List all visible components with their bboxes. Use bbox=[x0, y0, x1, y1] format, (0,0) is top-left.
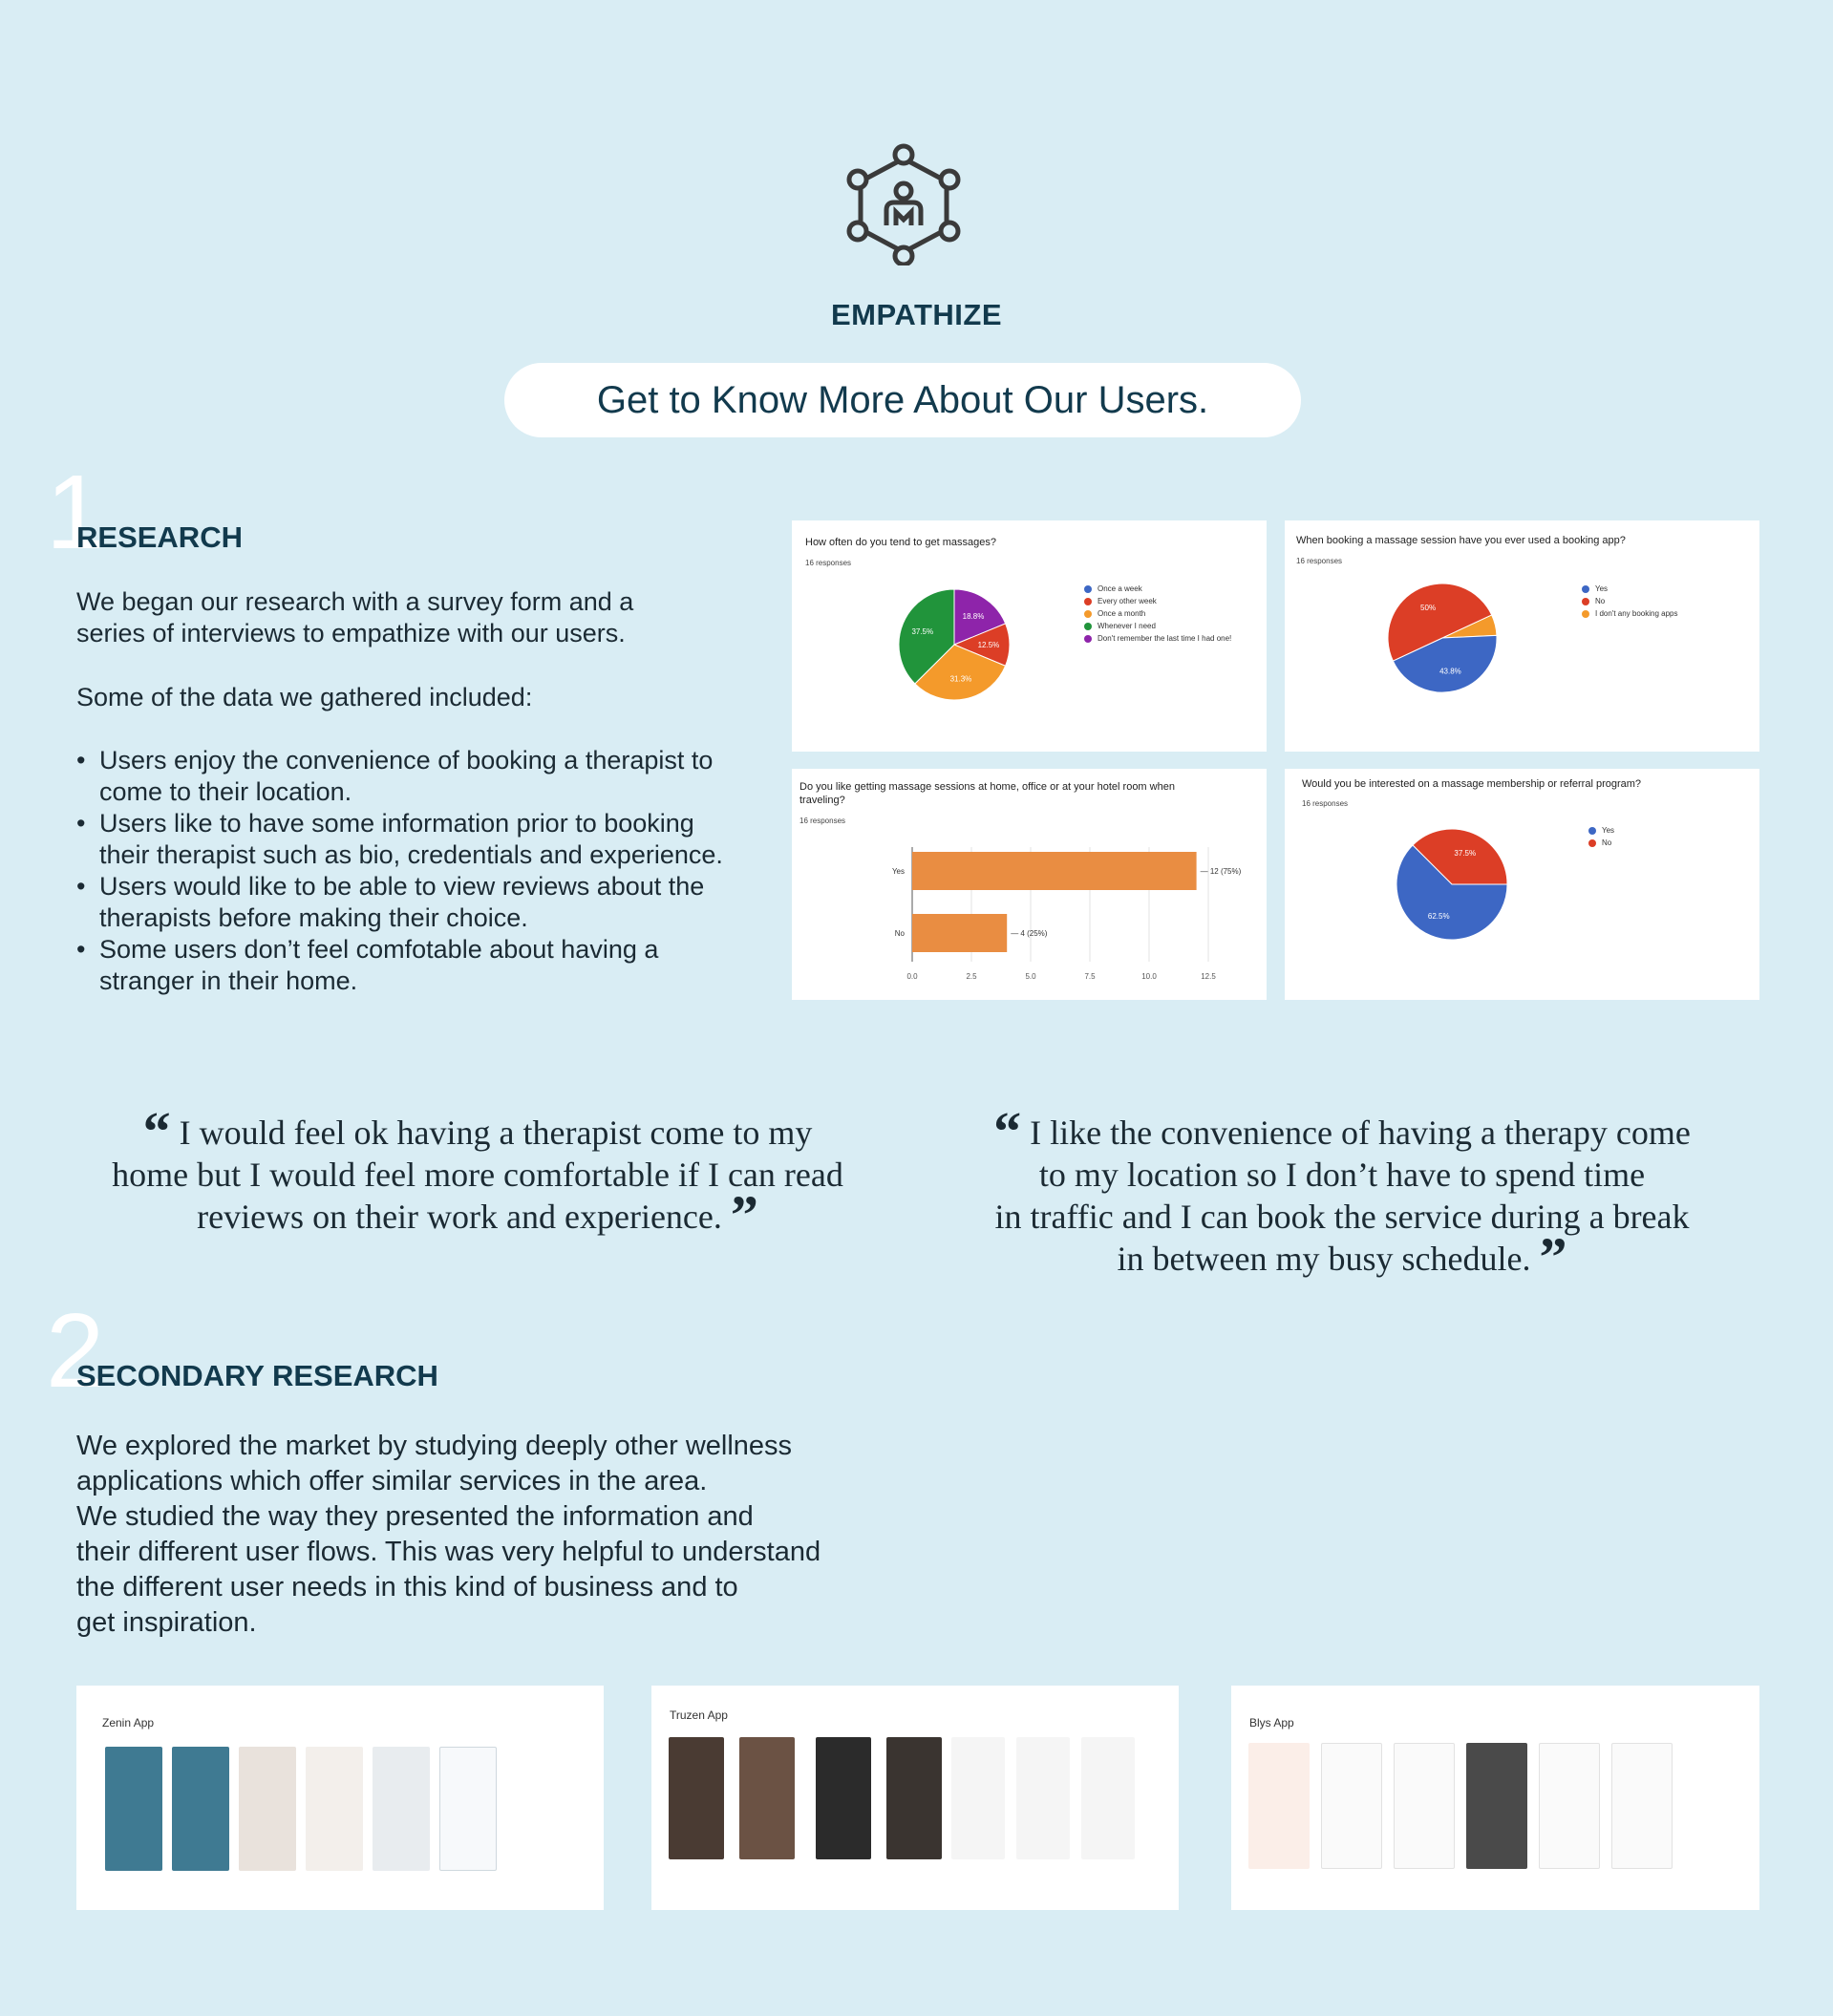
survey-card-booking-app bbox=[1285, 520, 1759, 752]
response-count: 16 responses bbox=[1296, 557, 1343, 565]
secondary-research-text: We explored the market by studying deeply other wellness applications which offer similar services in the area. We studied the way they presented the information and their different user flows. This was very helpful to understand the different user needs in this kind of business and to get inspiration. bbox=[76, 1431, 821, 1638]
phone-screen bbox=[669, 1737, 724, 1859]
survey-card-frequency bbox=[792, 520, 1267, 752]
phone-screen bbox=[239, 1747, 296, 1871]
tick-label: 7.5 bbox=[1084, 972, 1096, 981]
app-card-truzen bbox=[651, 1686, 1179, 1910]
app-screens-truzen bbox=[669, 1737, 1146, 1861]
pie-chart-frequency bbox=[887, 578, 1021, 711]
quote-right: “ I like the convenience of having a therapy come to my location so I don’t have to spend time in traffic and I can book the service during a break in between my busy schedule. ” bbox=[993, 1100, 1691, 1288]
survey-question: When booking a massage session have you ever used a booking app? bbox=[1296, 535, 1626, 546]
section-number-2: 2 bbox=[46, 1292, 105, 1410]
phone-screen bbox=[105, 1747, 162, 1871]
survey-question: How often do you tend to get massages? bbox=[805, 537, 996, 548]
app-title: Zenin App bbox=[102, 1716, 155, 1730]
app-card-zenin bbox=[76, 1686, 604, 1910]
phone-screen bbox=[1611, 1743, 1673, 1869]
data-intro: Some of the data we gathered included: bbox=[76, 683, 533, 711]
app-card-blys bbox=[1231, 1686, 1759, 1910]
headline: Get to Know More About Our Users. bbox=[596, 378, 1209, 421]
phone-screen bbox=[816, 1737, 871, 1859]
bar-chart-location bbox=[792, 769, 1267, 1000]
close-quote-mark: ” bbox=[730, 1184, 758, 1246]
tick-label: 0.0 bbox=[906, 972, 918, 981]
slice-label: 62.5% bbox=[1427, 912, 1450, 922]
legend-item: Once a week bbox=[1084, 583, 1231, 595]
bar bbox=[912, 914, 1007, 952]
phone-screen bbox=[373, 1747, 430, 1871]
legend-item: I don't any booking apps bbox=[1582, 607, 1677, 620]
slice-label: 37.5% bbox=[1454, 848, 1477, 858]
phone-screen bbox=[1248, 1743, 1310, 1869]
list-item: • Users like to have some information prior to booking their therapist such as bio, credentials and experience. bbox=[76, 808, 802, 871]
category-label: No bbox=[894, 929, 905, 938]
slice-label: 43.8% bbox=[1439, 667, 1461, 676]
app-screens-zenin bbox=[105, 1747, 564, 1871]
survey-question: Would you be interested on a massage membership or referral program? bbox=[1302, 778, 1642, 790]
empathize-network-icon bbox=[846, 143, 961, 265]
app-screens-blys bbox=[1248, 1743, 1745, 1877]
list-item: • Users enjoy the convenience of booking a therapist to come to their location. bbox=[76, 745, 802, 808]
response-count: 16 responses bbox=[805, 559, 852, 567]
survey-card-membership bbox=[1285, 769, 1759, 1000]
findings-list bbox=[76, 745, 802, 997]
phone-screen bbox=[1016, 1737, 1070, 1859]
category-label: Yes bbox=[891, 867, 905, 876]
response-count: 16 responses bbox=[799, 817, 846, 825]
survey-question: Do you like getting massage sessions at home, office or at your hotel room when traveling? bbox=[799, 781, 1175, 806]
section-label: EMPATHIZE bbox=[830, 298, 1002, 331]
list-item: • Some users don’t feel comfotable about having a stranger in their home. bbox=[76, 934, 802, 997]
slice-label: 50% bbox=[1420, 603, 1437, 612]
phone-screen bbox=[1539, 1743, 1600, 1869]
quote-left: “ I would feel ok having a therapist come to my home but I would feel more comfortable if I can read reviews on their work and experience. ” bbox=[112, 1100, 843, 1246]
app-title: Blys App bbox=[1249, 1716, 1294, 1730]
secondary-research-title: SECONDARY RESEARCH bbox=[76, 1359, 438, 1392]
legend-item: No bbox=[1582, 595, 1677, 607]
legend bbox=[1582, 583, 1677, 620]
legend-item: Once a month bbox=[1084, 607, 1231, 620]
list-item: • Users would like to be able to view reviews about the therapists before making their choice. bbox=[76, 871, 802, 934]
response-count: 16 responses bbox=[1302, 799, 1349, 808]
close-quote-mark: ” bbox=[1539, 1226, 1567, 1288]
research-title: RESEARCH bbox=[76, 520, 243, 554]
phone-screen bbox=[886, 1737, 942, 1859]
data-label: — 4 (25%) bbox=[1011, 929, 1048, 938]
slice-label: 31.3% bbox=[949, 674, 972, 684]
tick-label: 12.5 bbox=[1201, 972, 1216, 981]
phone-screen bbox=[739, 1737, 795, 1859]
headline-pill bbox=[504, 363, 1301, 437]
legend bbox=[1588, 824, 1614, 849]
open-quote-mark: “ bbox=[142, 1100, 171, 1162]
phone-screen bbox=[1466, 1743, 1527, 1869]
research-intro: We began our research with a survey form and a series of interviews to empathize with our users. bbox=[76, 587, 634, 647]
slice-label: 37.5% bbox=[911, 627, 934, 637]
bar bbox=[912, 852, 1197, 890]
slice-label: 12.5% bbox=[977, 641, 1000, 650]
phone-screen bbox=[439, 1747, 497, 1871]
phone-screen bbox=[1394, 1743, 1455, 1869]
tick-label: 10.0 bbox=[1141, 972, 1157, 981]
slice-label: 18.8% bbox=[962, 612, 985, 622]
legend-item: Yes bbox=[1582, 583, 1677, 595]
tick-label: 5.0 bbox=[1025, 972, 1036, 981]
legend-item: Don't remember the last time I had one! bbox=[1084, 632, 1231, 645]
legend-item: Every other week bbox=[1084, 595, 1231, 607]
phone-screen bbox=[951, 1737, 1005, 1859]
tick-label: 2.5 bbox=[966, 972, 977, 981]
phone-screen bbox=[306, 1747, 363, 1871]
app-title: Truzen App bbox=[670, 1708, 728, 1722]
phone-screen bbox=[1081, 1737, 1135, 1859]
phone-screen bbox=[1321, 1743, 1382, 1869]
data-label: — 12 (75%) bbox=[1200, 867, 1242, 876]
open-quote-mark: “ bbox=[993, 1100, 1022, 1162]
section-number-1: 1 bbox=[46, 454, 105, 571]
survey-card-location bbox=[792, 769, 1267, 1000]
pie-chart-membership bbox=[1390, 822, 1514, 946]
legend bbox=[1084, 583, 1231, 645]
phone-screen bbox=[172, 1747, 229, 1871]
legend-item: Yes bbox=[1588, 824, 1614, 837]
legend-item: No bbox=[1588, 837, 1614, 849]
legend-item: Whenever I need bbox=[1084, 620, 1231, 632]
pie-chart-booking-app bbox=[1380, 576, 1504, 700]
